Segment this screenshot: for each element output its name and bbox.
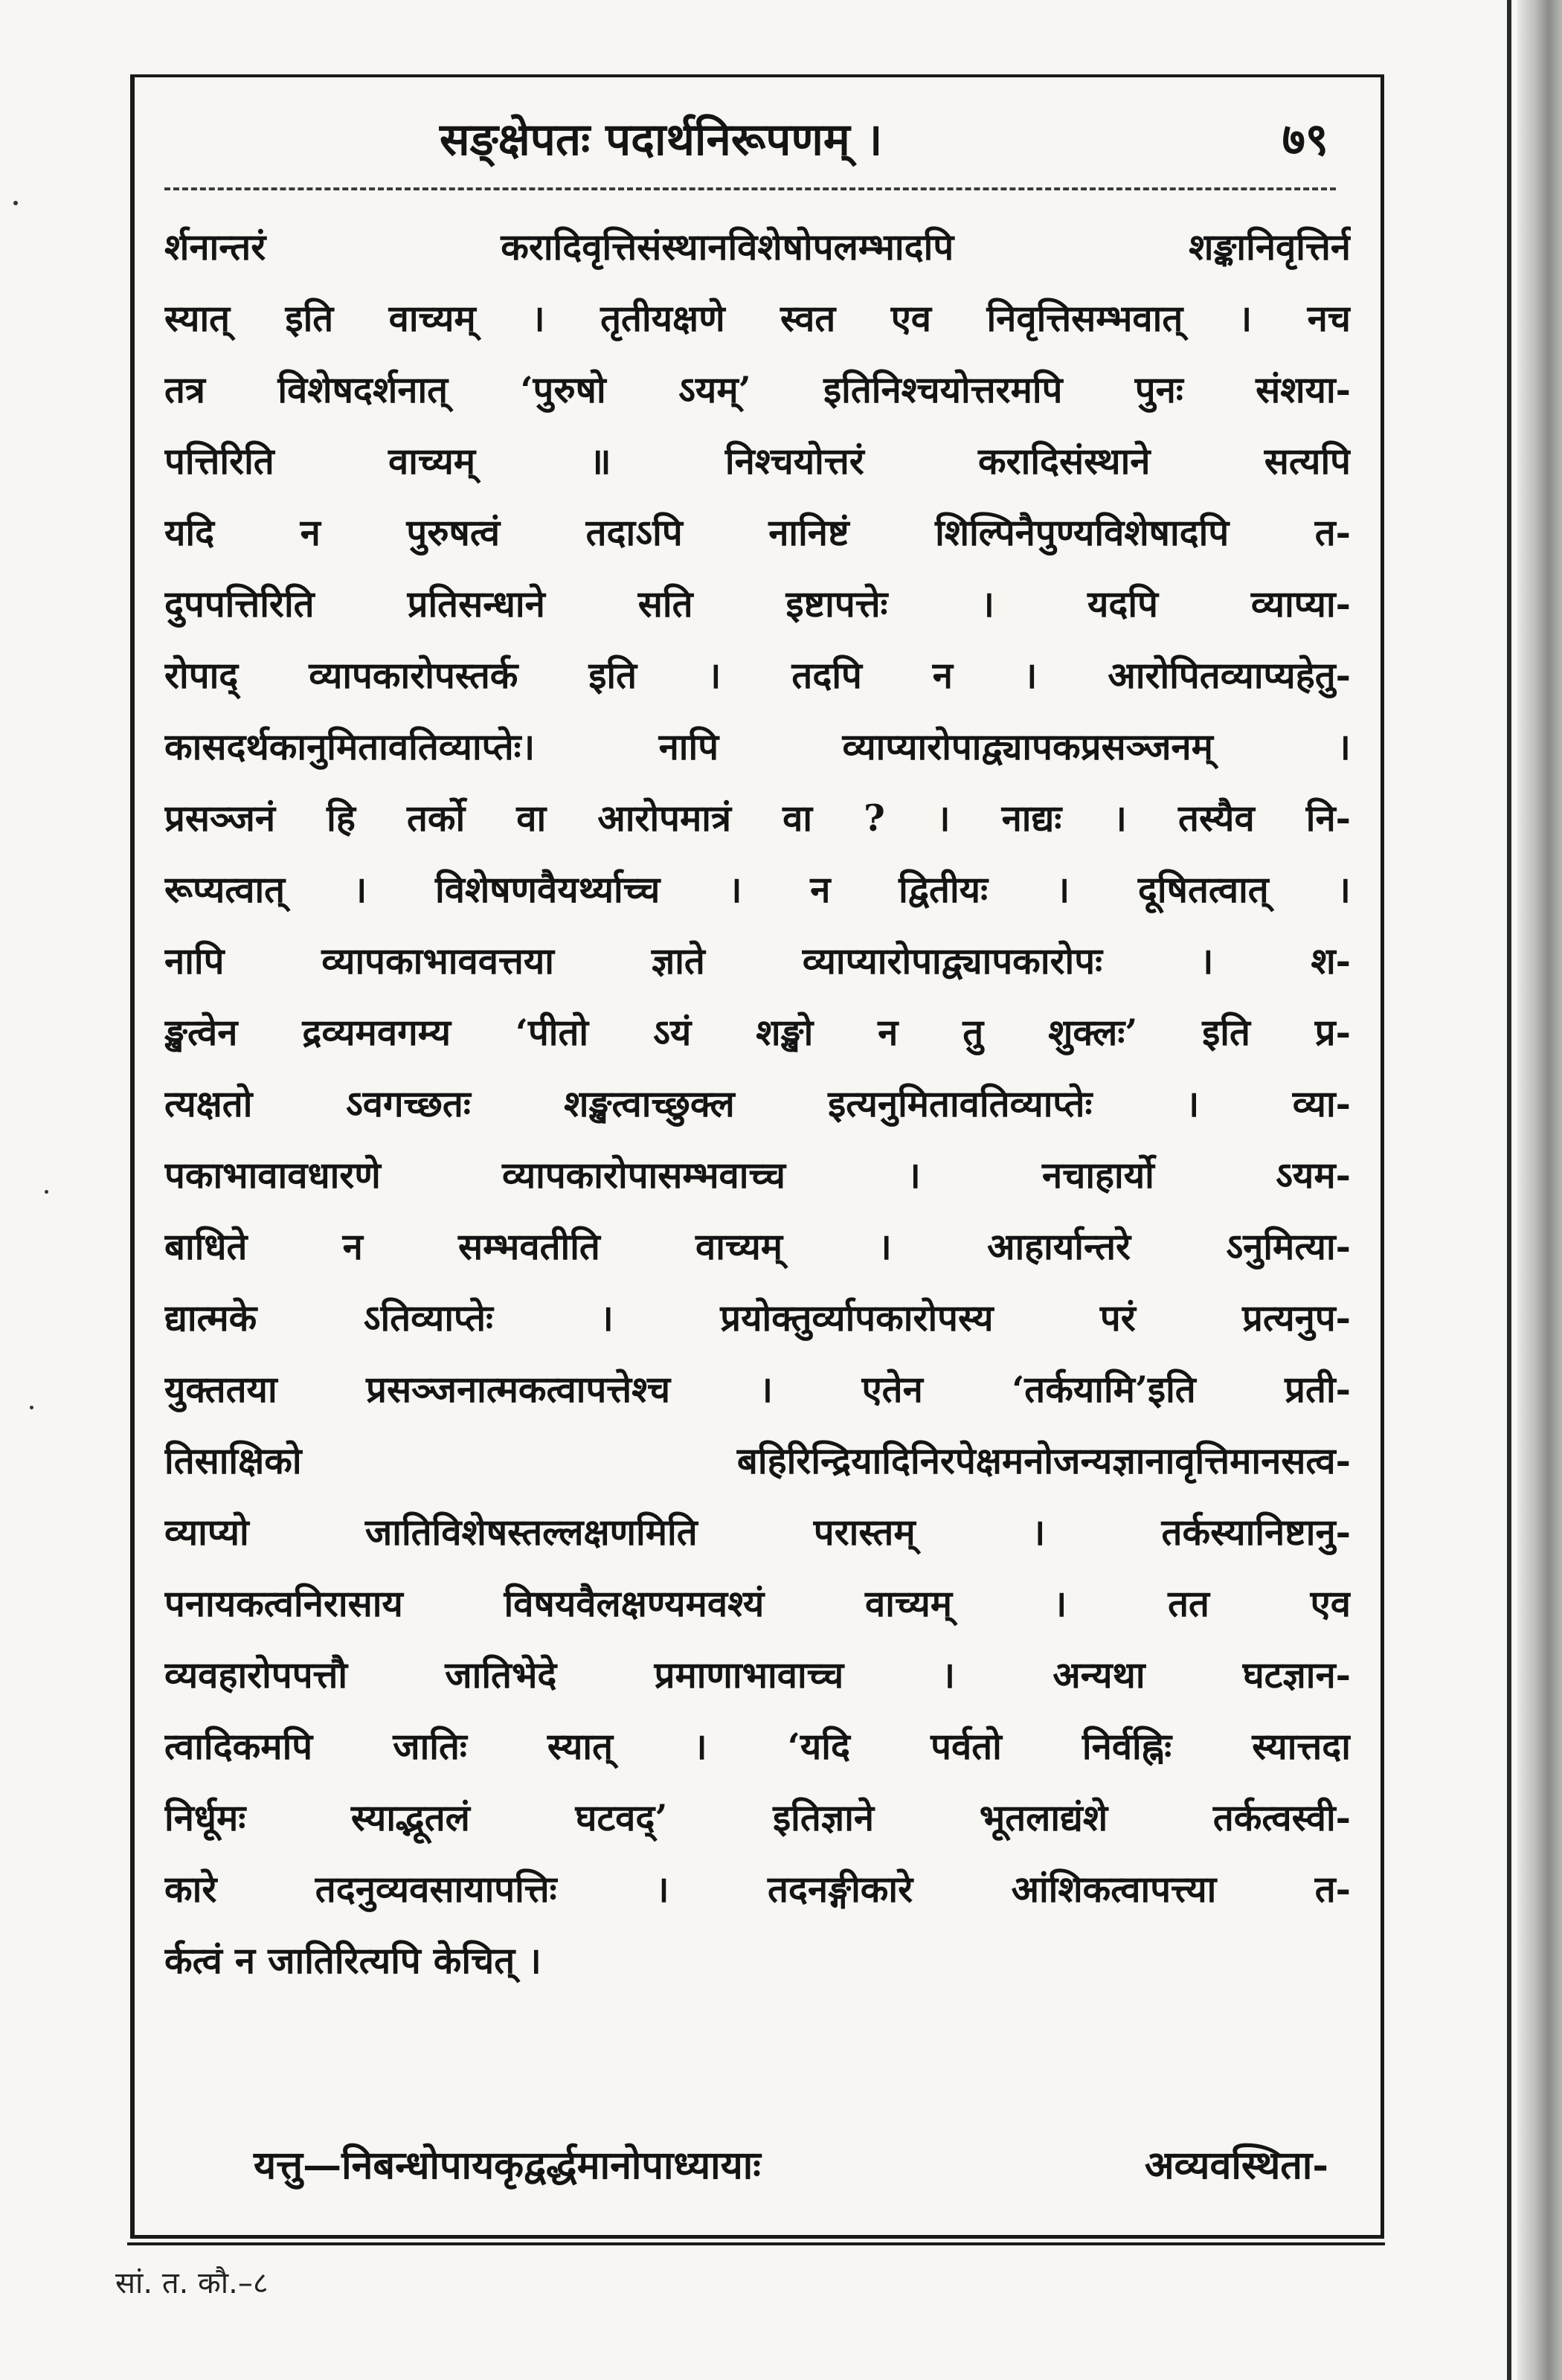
continuation-text: यत्तु—निबन्धोपायकृद्वर्द्धमानोपाध्यायाः bbox=[254, 2143, 761, 2188]
text-line: व्यवहारोपपत्तौ जातिभेदे प्रमाणाभावाच्च । अन्यथा घटज्ञान- bbox=[164, 1653, 1351, 1696]
page-header bbox=[135, 107, 1381, 189]
scan-speck bbox=[13, 201, 18, 205]
text-line: तत्र विशेषदर्शनात् ‘पुरुषो ऽयम्’ इतिनिश्चयोत्तरमपि पुनः संशया- bbox=[164, 368, 1351, 411]
scan-speck bbox=[30, 1406, 33, 1409]
text-line: प्रसञ्जनं हि तर्को वा आरोपमात्रं वा ? । नाद्यः । तस्यैव नि- bbox=[164, 797, 1351, 840]
text-line: तिसाक्षिको बहिरिन्द्रियादिनिरपेक्षमनोजन्यज्ञानावृत्तिमानसत्व- bbox=[164, 1439, 1351, 1482]
signature-mark: सां. त. कौ.–८ bbox=[115, 2266, 269, 2300]
text-line: स्यात् इति वाच्यम् । तृतीयक्षणे स्वत एव निवृत्तिसम्भवात् । नच bbox=[164, 297, 1351, 340]
text-line: द्यात्मके ऽतिव्याप्तेः । प्रयोक्तुर्व्यापकारोपस्य परं प्रत्यनुप- bbox=[164, 1296, 1351, 1339]
page-edge-shadow bbox=[1517, 0, 1562, 2380]
text-line: र्शनान्तरं करादिवृत्तिसंस्थानविशेषोपलम्भादपि शङ्कानिवृत्तिर्न bbox=[164, 225, 1351, 268]
catchword: अव्यवस्थिता- bbox=[1144, 2143, 1328, 2188]
text-line: दुपपत्तिरिति प्रतिसन्धाने सति इष्टापत्तेः । यदपि व्याप्या- bbox=[164, 582, 1351, 625]
text-line: त्वादिकमपि जातिः स्यात् । ‘यदि पर्वतो निर्वह्निः स्यात्तदा bbox=[164, 1725, 1351, 1768]
page-edge-line bbox=[1507, 0, 1511, 2380]
text-line: पनायकत्वनिरासाय विषयवैलक्षण्यमवश्यं वाच्यम् । तत एव bbox=[164, 1582, 1351, 1625]
text-line: कारे तदनुव्यवसायापत्तिः । तदनङ्गीकारे आंशिकत्वापत्त्या त- bbox=[164, 1868, 1351, 1911]
text-line: रोपाद् व्यापकारोपस्तर्क इति । तदपि न । आरोपितव्याप्यहेतु- bbox=[164, 654, 1351, 697]
text-line: निर्धूमः स्याद्भूतलं घटवद्’ इतिज्ञाने भूतलाद्यंशे तर्कत्वस्वी- bbox=[164, 1796, 1351, 1839]
running-head: सङ्क्षेपतः पदार्थनिरूपणम् । bbox=[440, 114, 883, 166]
text-line: कासदर्थकानुमितावतिव्याप्तेः। नापि व्याप्यारोपाद्व्यापकप्रसञ्जनम् । bbox=[164, 725, 1351, 768]
text-line: बाधिते न सम्भवतीति वाच्यम् । आहार्यान्तरे ऽनुमित्या- bbox=[164, 1225, 1351, 1268]
text-line: ङ्खत्वेन द्रव्यमवगम्य ‘पीतो ऽयं शङ्खो न तु शुक्लः’ इति प्र- bbox=[164, 1011, 1351, 1054]
text-line: युक्ततया प्रसञ्जनात्मकत्वापत्तेश्च । एतेन ‘तर्कयामि’इति प्रती- bbox=[164, 1368, 1351, 1411]
header-rule bbox=[164, 187, 1336, 190]
text-line: र्कत्वं न जातिरित्यपि केचित् । bbox=[164, 1939, 541, 1982]
page-number: ७९ bbox=[1282, 114, 1328, 166]
text-line: त्यक्षतो ऽवगच्छतः शङ्खत्वाच्छुक्ल इत्यनुमितावतिव्याप्तेः । व्या- bbox=[164, 1082, 1351, 1125]
text-line: नापि व्यापकाभाववत्तया ज्ञाते व्याप्यारोपाद्व्यापकारोपः । श- bbox=[164, 939, 1351, 982]
text-line: यदि न पुरुषत्वं तदाऽपि नानिष्टं शिल्पिनैपुण्यविशेषादपि त- bbox=[164, 511, 1351, 554]
text-line: व्याप्यो जातिविशेषस्तल्लक्षणमिति परास्तम् । तर्कस्यानिष्टानु- bbox=[164, 1511, 1351, 1554]
text-line: पत्तिरिति वाच्यम् ॥ निश्चयोत्तरं करादिसंस्थाने सत्यपि bbox=[164, 440, 1351, 483]
text-line: पकाभावावधारणे व्यापकारोपासम्भवाच्च । नचाहार्यो ऽयम- bbox=[164, 1154, 1351, 1197]
text-line: रूप्यत्वात् । विशेषणवैयर्थ्याच्च । न द्वितीयः । दूषितत्वात् । bbox=[164, 868, 1351, 911]
page-frame bbox=[130, 74, 1384, 2239]
body-text bbox=[164, 211, 1351, 1996]
scan-speck bbox=[45, 1190, 48, 1194]
